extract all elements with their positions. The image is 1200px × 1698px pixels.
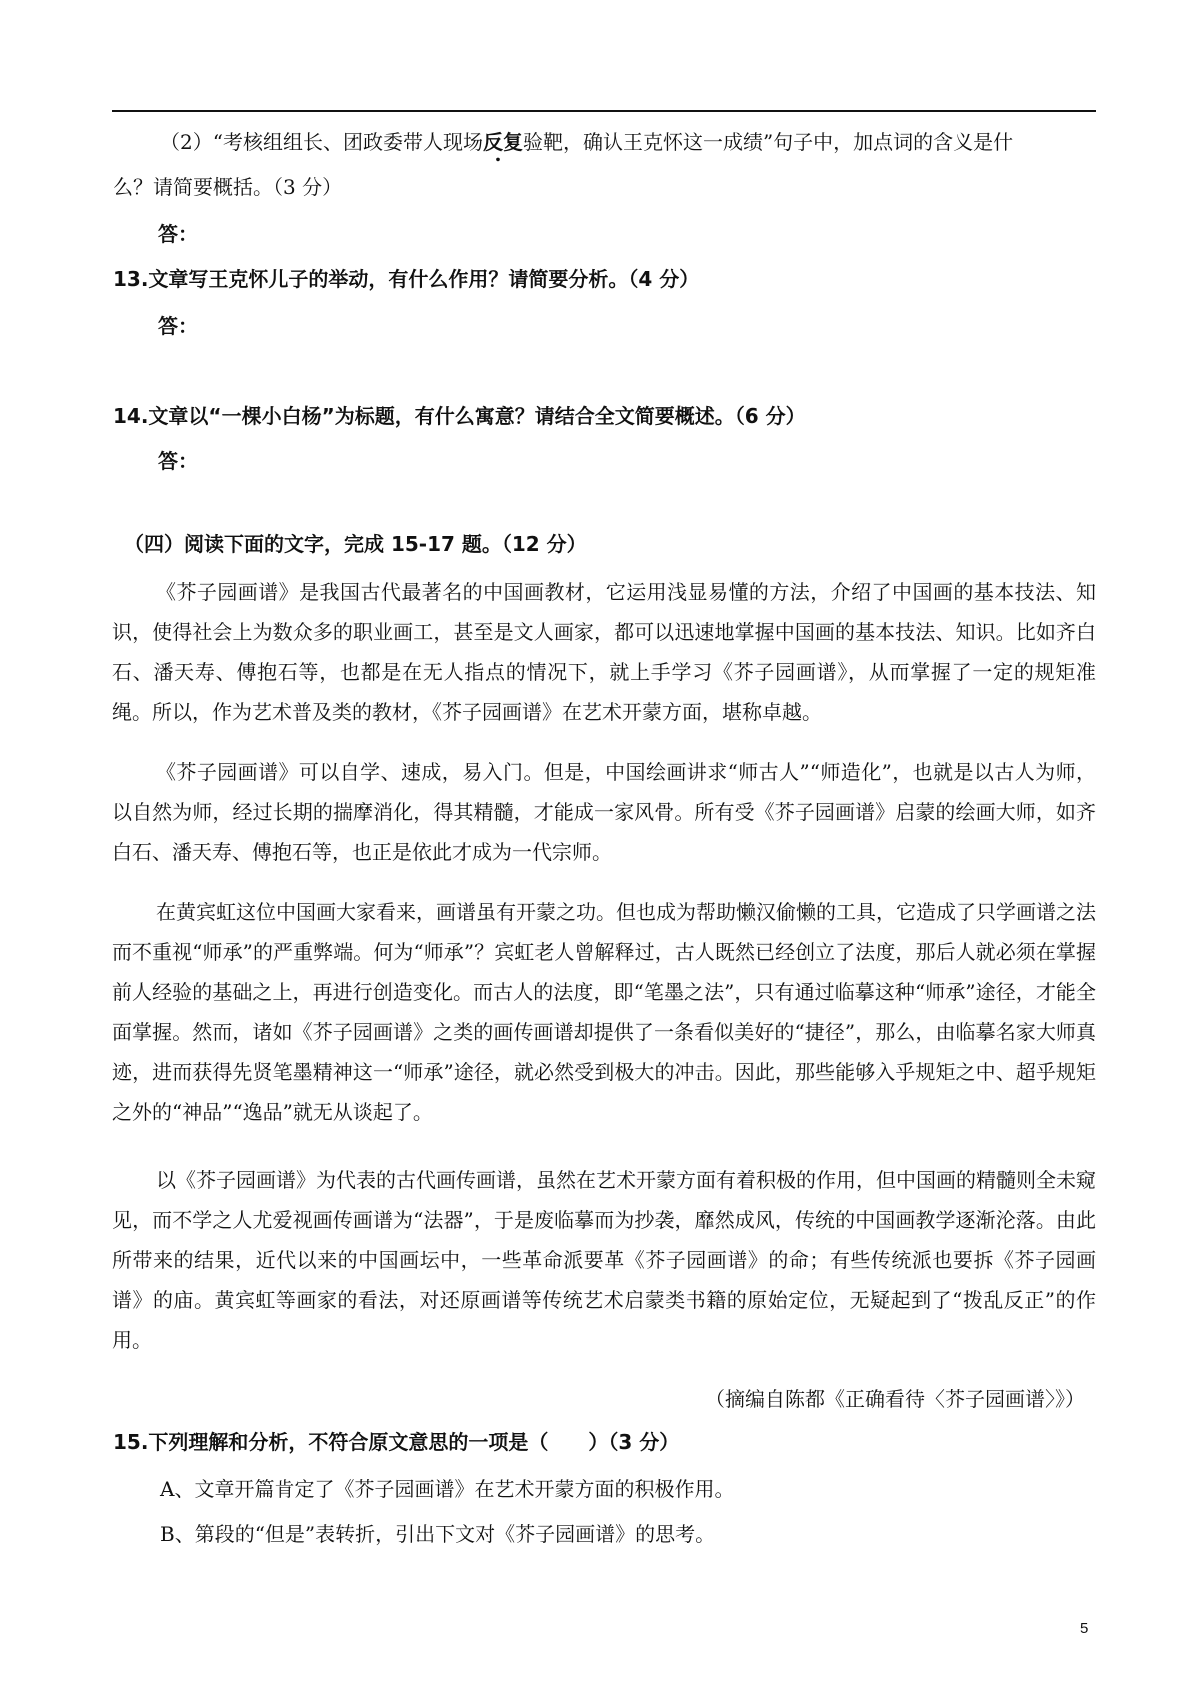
option-a: A、文章开篇肯定了《芥子园画谱》在艺术开蒙方面的积极作用。 xyxy=(160,1477,735,1501)
passage-source: （摘编自陈都《正确看待〈芥子园画谱〉》） xyxy=(705,1387,1085,1411)
section-4-heading: （四）阅读下面的文字，完成 15-17 题。（12 分） xyxy=(124,532,587,556)
passage-paragraph: 在黄宾虹这位中国画大家看来，画谱虽有开蒙之功。但也成为帮助懒汉偷懒的工具，它造成了只学画谱之法而不重视“师承”的严重弊端。何为“师承”？宾虹老人曾解释过，古人既然已经创立了法度，那后人就必须在掌握前人经验的基础之上，再进行创造变化。而古人的法度，即“笔墨之法”，只有通过临摹这种“师承”途径，才能全面掌握。然而，诸如《芥子园画谱》之类的画传画谱却提供了一条看似美好的“捷径”，那么，由临摹名家大师真迹，进而获得先贤笔墨精神这一“师承”途径，就必然受到极大的冲击。因此，那些能够入乎规矩之中、超乎规矩之外的“神品”“逸品”就无从谈起了。 xyxy=(112,900,1096,1124)
emphasized-word: 反复 xyxy=(482,130,523,154)
answer-label: 答： xyxy=(158,314,198,338)
passage-paragraph: 以《芥子园画谱》为代表的古代画传画谱，虽然在艺术开蒙方面有着积极的作用，但中国画的精髓则全未窥见，而不学之人尤爱视画传画谱为“法器”，于是废临摹而为抄袭，靡然成风，传统的中国画教学逐渐沦落。由此所带来的结果，近代以来的中国画坛中，一些革命派要革《芥子园画谱》的命；有些传统派也要拆《芥子园画谱》的庙。黄宾虹等画家的看法，对还原画谱等传统艺术启蒙类书籍的原始定位，无疑起到了“拨乱反正”的作用。 xyxy=(112,1168,1096,1352)
question-13: 13.文章写王克怀儿子的举动，有什么作用？请简要分析。（4 分） xyxy=(113,267,700,291)
page-number: 5 xyxy=(1080,1620,1089,1637)
passage-paragraph: 《芥子园画谱》是我国古代最著名的中国画教材，它运用浅显易懂的方法，介绍了中国画的基本技法、知识，使得社会上为数众多的职业画工，甚至是文人画家，都可以迅速地掌握中国画的基本技法、知识。比如齐白石、潘天寿、傅抱石等，也都是在无人指点的情况下，就上手学习《芥子园画谱》，从而掌握了一定的规矩准绳。所以，作为艺术普及类的教材，《芥子园画谱》在艺术开蒙方面，堪称卓越。 xyxy=(112,580,1096,724)
question-15: 15.下列理解和分析，不符合原文意思的一项是（ ）（3 分） xyxy=(113,1430,680,1454)
answer-label: 答： xyxy=(158,222,198,246)
question-14: 14.文章以“一棵小白杨”为标题，有什么寓意？请结合全文简要概述。（6 分） xyxy=(113,404,806,428)
question-12-2-line2: 么？请简要概括。（3 分） xyxy=(113,175,343,199)
answer-label: 答： xyxy=(158,449,198,473)
option-b: B、第段的“但是”表转折，引出下文对《芥子园画谱》的思考。 xyxy=(160,1522,716,1546)
passage-paragraph: 《芥子园画谱》可以自学、速成，易入门。但是，中国绘画讲求“师古人”“师造化”，也就是以古人为师，以自然为师，经过长期的揣摩消化，得其精髓，才能成一家风骨。所有受《芥子园画谱》启蒙的绘画大师，如齐白石、潘天寿、傅抱石等，也正是依此才成为一代宗师。 xyxy=(112,760,1096,864)
header-rule xyxy=(112,110,1096,112)
question-12-2-line1: （2）“考核组组长、团政委带人现场反复验靶，确认王克怀这一成绩”句子中，加点词的含义是什 xyxy=(160,130,1014,154)
